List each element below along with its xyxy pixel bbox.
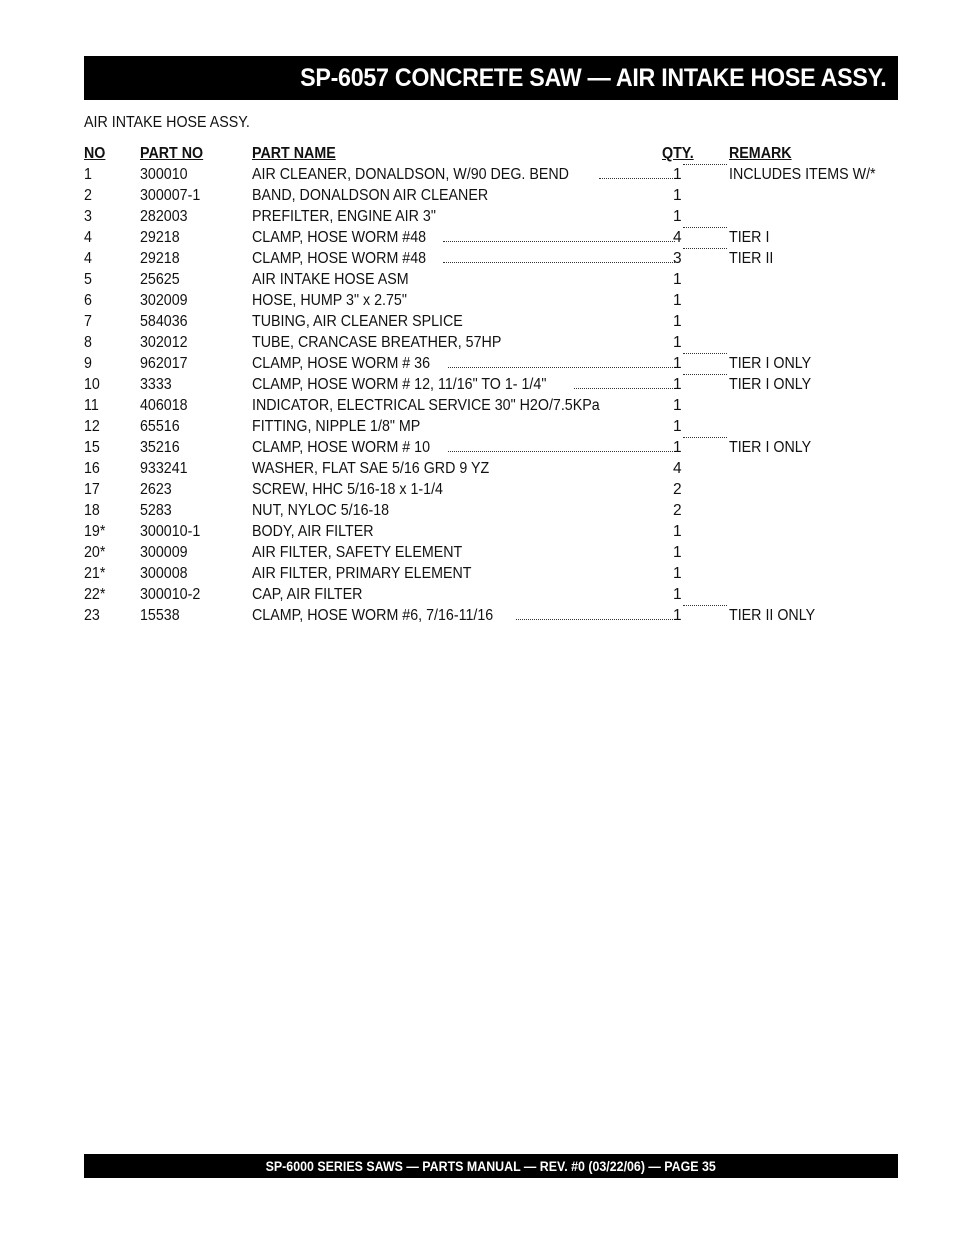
parts-row bbox=[84, 206, 898, 227]
parts-row bbox=[84, 521, 898, 542]
dot-leader bbox=[448, 353, 675, 368]
part-name: CLAMP, HOSE WORM #48 bbox=[252, 248, 677, 269]
part-number: 35216 bbox=[140, 439, 180, 456]
part-number: 15538 bbox=[140, 607, 180, 624]
part-remark: TIER II bbox=[729, 250, 774, 267]
part-name: BODY, AIR FILTER bbox=[252, 523, 374, 540]
part-qty: 1 bbox=[673, 292, 682, 309]
part-name: PREFILTER, ENGINE AIR 3" bbox=[252, 208, 436, 225]
dot-leader bbox=[574, 374, 675, 389]
part-number: 300009 bbox=[140, 544, 188, 561]
part-number: 65516 bbox=[140, 418, 180, 435]
part-qty: 1 bbox=[673, 166, 682, 183]
dot-leader bbox=[443, 248, 675, 263]
column-header-qty: QTY. bbox=[662, 145, 694, 162]
part-number: 300007-1 bbox=[140, 187, 201, 204]
part-qty: 4 bbox=[673, 229, 682, 246]
dot-leader bbox=[683, 248, 727, 249]
remark-leader bbox=[682, 248, 729, 255]
part-name: NUT, NYLOC 5/16-18 bbox=[252, 502, 390, 519]
parts-row bbox=[84, 395, 898, 416]
parts-row bbox=[84, 353, 898, 374]
parts-row bbox=[84, 437, 898, 458]
part-number: 406018 bbox=[140, 397, 188, 414]
part-name: INDICATOR, ELECTRICAL SERVICE 30" H2O/7.5KPa bbox=[252, 397, 600, 414]
part-qty: 1 bbox=[673, 334, 682, 351]
remark-leader bbox=[682, 437, 729, 444]
part-number: 300008 bbox=[140, 565, 188, 582]
column-header-no: NO bbox=[84, 145, 106, 162]
remark-leader bbox=[682, 374, 729, 381]
part-remark: INCLUDES ITEMS W/* bbox=[729, 166, 876, 183]
remark-leader bbox=[682, 353, 729, 360]
part-qty: 1 bbox=[673, 586, 682, 603]
page-title: SP-6057 CONCRETE SAW — AIR INTAKE HOSE ASSY. bbox=[299, 63, 886, 92]
part-remark: TIER II ONLY bbox=[729, 607, 816, 624]
parts-row bbox=[84, 500, 898, 521]
part-number: 962017 bbox=[140, 355, 188, 372]
section-title: AIR INTAKE HOSE ASSY. bbox=[84, 114, 250, 131]
part-qty: 1 bbox=[673, 544, 682, 561]
part-number: 25625 bbox=[140, 271, 180, 288]
page-title-bar bbox=[84, 56, 898, 100]
part-qty: 1 bbox=[673, 208, 682, 225]
parts-row bbox=[84, 164, 898, 185]
parts-row bbox=[84, 605, 898, 626]
part-item-no: 1 bbox=[84, 166, 92, 183]
column-header-part-name: PART NAME bbox=[252, 145, 336, 162]
remark-leader bbox=[682, 605, 729, 612]
part-qty: 1 bbox=[673, 355, 682, 372]
remark-leader bbox=[682, 164, 729, 171]
part-item-no: 6 bbox=[84, 292, 92, 309]
page-footer bbox=[84, 1154, 898, 1178]
part-item-no: 21* bbox=[84, 565, 106, 582]
part-number: 302012 bbox=[140, 334, 188, 351]
part-item-no: 7 bbox=[84, 313, 92, 330]
part-item-no: 12 bbox=[84, 418, 100, 435]
part-qty: 1 bbox=[673, 565, 682, 582]
part-qty: 1 bbox=[673, 523, 682, 540]
part-item-no: 15 bbox=[84, 439, 100, 456]
dot-leader bbox=[683, 437, 727, 438]
part-item-no: 3 bbox=[84, 208, 92, 225]
parts-list bbox=[84, 143, 898, 626]
part-item-no: 18 bbox=[84, 502, 100, 519]
part-name: TUBE, CRANCASE BREATHER, 57HP bbox=[252, 334, 502, 351]
part-number: 2623 bbox=[140, 481, 172, 498]
parts-row bbox=[84, 542, 898, 563]
part-name: BAND, DONALDSON AIR CLEANER bbox=[252, 187, 489, 204]
parts-row bbox=[84, 374, 898, 395]
parts-row bbox=[84, 185, 898, 206]
part-item-no: 16 bbox=[84, 460, 100, 477]
part-item-no: 10 bbox=[84, 376, 100, 393]
part-qty: 1 bbox=[673, 376, 682, 393]
part-number: 933241 bbox=[140, 460, 188, 477]
dot-leader bbox=[516, 605, 675, 620]
part-number: 3333 bbox=[140, 376, 172, 393]
dot-leader bbox=[448, 437, 675, 452]
part-qty: 1 bbox=[673, 439, 682, 456]
parts-row bbox=[84, 269, 898, 290]
parts-row bbox=[84, 416, 898, 437]
part-item-no: 2 bbox=[84, 187, 92, 204]
part-item-no: 19* bbox=[84, 523, 106, 540]
part-qty: 4 bbox=[673, 460, 682, 477]
part-qty: 1 bbox=[673, 418, 682, 435]
part-remark: TIER I ONLY bbox=[729, 439, 812, 456]
column-header-remark: REMARK bbox=[729, 145, 792, 162]
part-name: AIR FILTER, PRIMARY ELEMENT bbox=[252, 565, 472, 582]
part-item-no: 22* bbox=[84, 586, 106, 603]
part-name: WASHER, FLAT SAE 5/16 GRD 9 YZ bbox=[252, 460, 490, 477]
parts-row bbox=[84, 332, 898, 353]
part-number: 302009 bbox=[140, 292, 188, 309]
part-name: CLAMP, HOSE WORM #6, 7/16-11/16 bbox=[252, 605, 677, 626]
dot-leader bbox=[443, 227, 675, 242]
part-name: SCREW, HHC 5/16-18 x 1-1/4 bbox=[252, 481, 444, 498]
parts-row bbox=[84, 563, 898, 584]
part-number: 584036 bbox=[140, 313, 188, 330]
part-remark: TIER I ONLY bbox=[729, 355, 812, 372]
part-name: FITTING, NIPPLE 1/8" MP bbox=[252, 418, 421, 435]
part-name: CLAMP, HOSE WORM #48 bbox=[252, 227, 677, 248]
part-name: CAP, AIR FILTER bbox=[252, 586, 363, 603]
part-name: CLAMP, HOSE WORM # 12, 11/16" TO 1- 1/4" bbox=[252, 374, 677, 395]
parts-row bbox=[84, 227, 898, 248]
part-name: AIR INTAKE HOSE ASM bbox=[252, 271, 409, 288]
parts-row bbox=[84, 290, 898, 311]
part-remark: TIER I bbox=[729, 229, 770, 246]
parts-list-header bbox=[84, 143, 898, 164]
dot-leader bbox=[683, 353, 727, 354]
part-qty: 2 bbox=[673, 502, 682, 519]
parts-row bbox=[84, 458, 898, 479]
part-number: 300010 bbox=[140, 166, 188, 183]
part-number: 29218 bbox=[140, 250, 180, 267]
parts-row bbox=[84, 248, 898, 269]
dot-leader bbox=[599, 164, 675, 179]
column-header-part-no: PART NO bbox=[140, 145, 204, 162]
part-qty: 1 bbox=[673, 271, 682, 288]
part-item-no: 23 bbox=[84, 607, 100, 624]
part-qty: 1 bbox=[673, 607, 682, 624]
part-item-no: 11 bbox=[84, 397, 99, 414]
dot-leader bbox=[683, 605, 727, 606]
part-item-no: 8 bbox=[84, 334, 92, 351]
part-qty: 1 bbox=[673, 397, 682, 414]
part-number: 5283 bbox=[140, 502, 172, 519]
parts-row bbox=[84, 311, 898, 332]
part-name: TUBING, AIR CLEANER SPLICE bbox=[252, 313, 463, 330]
part-name: CLAMP, HOSE WORM # 36 bbox=[252, 353, 677, 374]
part-name: HOSE, HUMP 3" x 2.75" bbox=[252, 292, 407, 309]
part-remark: TIER I ONLY bbox=[729, 376, 812, 393]
dot-leader bbox=[683, 227, 727, 228]
part-qty: 2 bbox=[673, 481, 682, 498]
part-item-no: 4 bbox=[84, 250, 92, 267]
part-item-no: 4 bbox=[84, 229, 92, 246]
part-name: CLAMP, HOSE WORM # 10 bbox=[252, 437, 677, 458]
part-number: 29218 bbox=[140, 229, 180, 246]
part-qty: 1 bbox=[673, 313, 682, 330]
part-name: AIR FILTER, SAFETY ELEMENT bbox=[252, 544, 463, 561]
parts-row bbox=[84, 584, 898, 605]
part-item-no: 20* bbox=[84, 544, 106, 561]
remark-leader bbox=[682, 227, 729, 234]
footer-text: SP-6000 SERIES SAWS — PARTS MANUAL — REV. #0 (03/22/06) — PAGE 35 bbox=[265, 1158, 717, 1174]
part-qty: 3 bbox=[673, 250, 682, 267]
part-number: 300010-1 bbox=[140, 523, 201, 540]
dot-leader bbox=[683, 164, 727, 165]
part-name: AIR CLEANER, DONALDSON, W/90 DEG. BEND bbox=[252, 164, 677, 185]
part-item-no: 5 bbox=[84, 271, 92, 288]
part-item-no: 17 bbox=[84, 481, 100, 498]
parts-row bbox=[84, 479, 898, 500]
dot-leader bbox=[683, 374, 727, 375]
part-number: 300010-2 bbox=[140, 586, 201, 603]
part-item-no: 9 bbox=[84, 355, 92, 372]
part-qty: 1 bbox=[673, 187, 682, 204]
part-number: 282003 bbox=[140, 208, 188, 225]
